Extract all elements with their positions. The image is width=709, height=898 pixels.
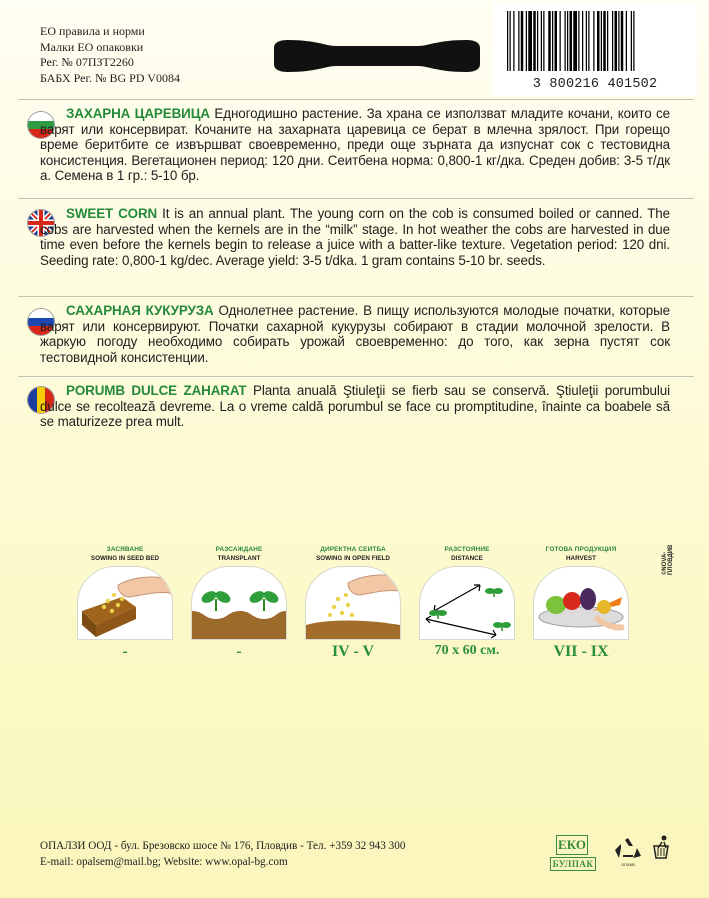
step-label-en: DISTANCE bbox=[451, 555, 483, 562]
step-label-en: HARVEST bbox=[566, 555, 596, 562]
divider bbox=[18, 198, 694, 199]
step-distance bbox=[412, 546, 522, 659]
step-value: - bbox=[122, 643, 128, 660]
divider bbox=[18, 376, 694, 377]
step-direct-sowing bbox=[298, 546, 408, 661]
step-label-bg: ЗАСЯВАНЕ bbox=[106, 546, 144, 553]
registration-line: Малки ЕО опаковки bbox=[40, 39, 144, 54]
section-text: Едногодишно растение. За храна се използват младите кочани, които се варят или консервират. Кочаните на захарната царевица се берат в млечна зрялост. При горещо време беритбите се извършват своевременно, преди още зърната да изпуснат сок с тестовидна консистенция. Вегетационен период: 120 дни. Сеитбена норма: 0,800-1 кг/дка. Среден добив: 3-5 т/дк а. Семена в 1 гр.: 5-10 бр. bbox=[40, 106, 671, 184]
side-brand: ©NOVA-ПЛОВДИВ bbox=[662, 544, 674, 575]
harvest-icon bbox=[533, 566, 629, 640]
registration-line: Рег. № 07ПЗТ2260 bbox=[40, 55, 134, 69]
step-sowing-seedbed bbox=[70, 546, 180, 661]
section-title: PORUMB DULCE ZAHARAT bbox=[66, 383, 247, 398]
sowing-seedbed-icon bbox=[77, 566, 173, 640]
section-title: САХАРНАЯ КУКУРУЗА bbox=[66, 303, 214, 318]
step-transplant bbox=[184, 546, 294, 661]
eco-logo-bottom: БУЛПАК bbox=[550, 857, 596, 871]
barcode-bars bbox=[507, 11, 683, 71]
section-text: Planta anuală Ştiuleţii se fierb sau se conservă. Ştiuleţii porumbului dulce se recoltează devreme. La o vreme caldă porumbul se face cu promptitudine, înainte ca boabele să se maturizeze prea mult. bbox=[40, 383, 670, 430]
divider bbox=[18, 99, 694, 100]
footer bbox=[40, 838, 405, 870]
footer-address: ОПАЛЗИ ООД - бул. Брезовско шосе № 176, Пловдив - Тел. +359 32 943 300 bbox=[40, 840, 406, 852]
section-title: ЗАХАРНА ЦАРЕВИЦА bbox=[66, 106, 210, 121]
barcode-number: 3 800216 401502 bbox=[532, 77, 658, 92]
registration-line: БАБХ Рег. № BG PD V0084 bbox=[40, 70, 180, 85]
registration-block bbox=[40, 24, 180, 86]
recycle-icon bbox=[613, 836, 643, 868]
section-title: SWEET CORN bbox=[66, 206, 158, 221]
step-label-en: SOWING IN SEED BED bbox=[90, 555, 160, 562]
hang-slot-shape bbox=[256, 38, 498, 74]
step-label-bg: ДИРЕКТНА СЕИТБА bbox=[320, 546, 386, 553]
eco-bulpak-logo bbox=[548, 835, 596, 871]
barcode bbox=[493, 3, 697, 96]
section-text: It is an annual plant. The young corn on the cob is consumed boiled or canned. The cobs are harvested when the kernels are in the “milk” stage. In hot weather the cobs are harvested in due time even before the kernels begin to release a juice with a batter-like texture. Vegetation period: 120 dni. Seeding rate: 0,800-1 kg/dec. Average yield: 3-5 t/dka. 1 gram contains 5-10 br. seeds. bbox=[40, 206, 670, 268]
step-value: - bbox=[236, 643, 242, 660]
step-harvest bbox=[526, 546, 636, 661]
step-label-bg: РАЗСАЖДАНЕ bbox=[215, 546, 263, 553]
direct-sowing-icon bbox=[305, 566, 401, 640]
cultivation-steps bbox=[70, 546, 650, 666]
divider bbox=[18, 296, 694, 297]
step-label-en: SOWING IN OPEN FIELD bbox=[316, 555, 390, 562]
registration-line: ЕО правила и норми bbox=[40, 24, 145, 38]
recycle-caption: ОПАКВ bbox=[621, 862, 635, 867]
step-value: 70 x 60 см. bbox=[434, 643, 500, 658]
step-label-en: TRANSPLANT bbox=[217, 555, 261, 562]
section-text: Однолетнее растение. В пищу используются молодые початки, которые варят или консервируют. Початки сахарной кукурузы собирают в стадии молочной зрелости. В жаркую погоду необходимо собирать урожай своевременно: до того, как зерна пустят сок тестовидной консистенции. bbox=[40, 303, 670, 365]
step-value: IV - V bbox=[331, 643, 375, 660]
transplant-icon bbox=[191, 566, 287, 640]
waste-bin-icon bbox=[650, 834, 672, 860]
step-value: VII - IX bbox=[553, 643, 609, 660]
step-label-bg: РАЗСТОЯНИЕ bbox=[444, 546, 490, 553]
footer-contacts: E-mail: opalsem@mail.bg; Website: www.opal-bg.com bbox=[40, 856, 288, 868]
step-label-bg: ГОТОВА ПРОДУКЦИЯ bbox=[545, 546, 617, 553]
eco-logo-top: ЕКО bbox=[556, 835, 588, 855]
distance-icon bbox=[419, 566, 515, 640]
